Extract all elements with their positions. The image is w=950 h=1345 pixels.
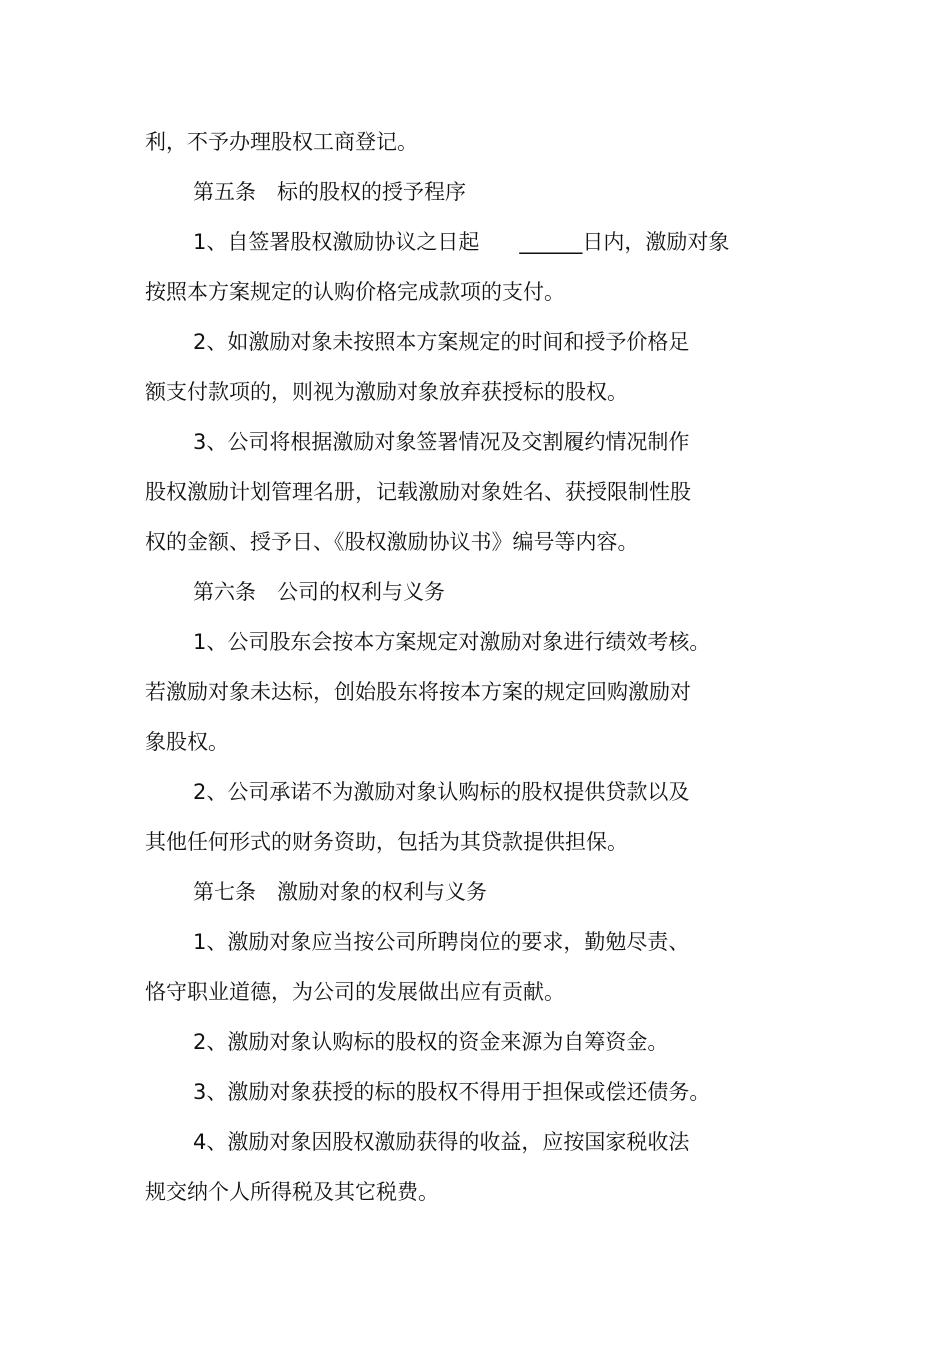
article-heading: 第五条 标的股权的授予程序	[193, 180, 466, 204]
text-segment: 日内，激励对象	[582, 230, 730, 254]
text-line: 若激励对象未达标，创始股东将按本方案的规定回购激励对	[145, 680, 691, 704]
text-line: 按照本方案规定的认购价格完成款项的支付。	[145, 280, 565, 304]
text-line: 其他任何形式的财务资助，包括为其贷款提供担保。	[145, 830, 628, 854]
text-line: 股权激励计划管理名册，记载激励对象姓名、获授限制性股	[145, 480, 691, 504]
text-line: 1、激励对象应当按公司所聘岗位的要求，勤勉尽责、	[193, 930, 690, 954]
text-line: 2、公司承诺不为激励对象认购标的股权提供贷款以及	[193, 780, 690, 804]
text-segment: 1、自签署股权激励协议之日起	[193, 230, 480, 254]
text-line: 4、激励对象因股权激励获得的收益，应按国家税收法	[193, 1130, 690, 1154]
text-line: 1、公司股东会按本方案规定对激励对象进行绩效考核。	[193, 630, 711, 654]
text-line: 利，不予办理股权工商登记。	[145, 130, 418, 154]
text-line	[193, 225, 729, 259]
text-line: 2、激励对象认购标的股权的资金来源为自筹资金。	[193, 1030, 669, 1054]
text-line: 象股权。	[145, 730, 229, 754]
article-heading: 第六条 公司的权利与义务	[193, 580, 445, 604]
fill-in-blank: ______	[519, 230, 583, 254]
text-line: 恪守职业道德，为公司的发展做出应有贡献。	[145, 980, 565, 1004]
article-heading: 第七条 激励对象的权利与义务	[193, 880, 487, 904]
text-line: 2、如激励对象未按照本方案规定的时间和授予价格足	[193, 330, 690, 354]
text-line: 权的金额、授予日、《股权激励协议书》编号等内容。	[145, 530, 639, 554]
text-line: 额支付款项的，则视为激励对象放弃获授标的股权。	[145, 380, 628, 404]
text-line: 3、公司将根据激励对象签署情况及交割履约情况制作	[193, 430, 690, 454]
text-line: 3、激励对象获授的标的股权不得用于担保或偿还债务。	[193, 1080, 711, 1104]
text-line: 规交纳个人所得税及其它税费。	[145, 1180, 439, 1204]
